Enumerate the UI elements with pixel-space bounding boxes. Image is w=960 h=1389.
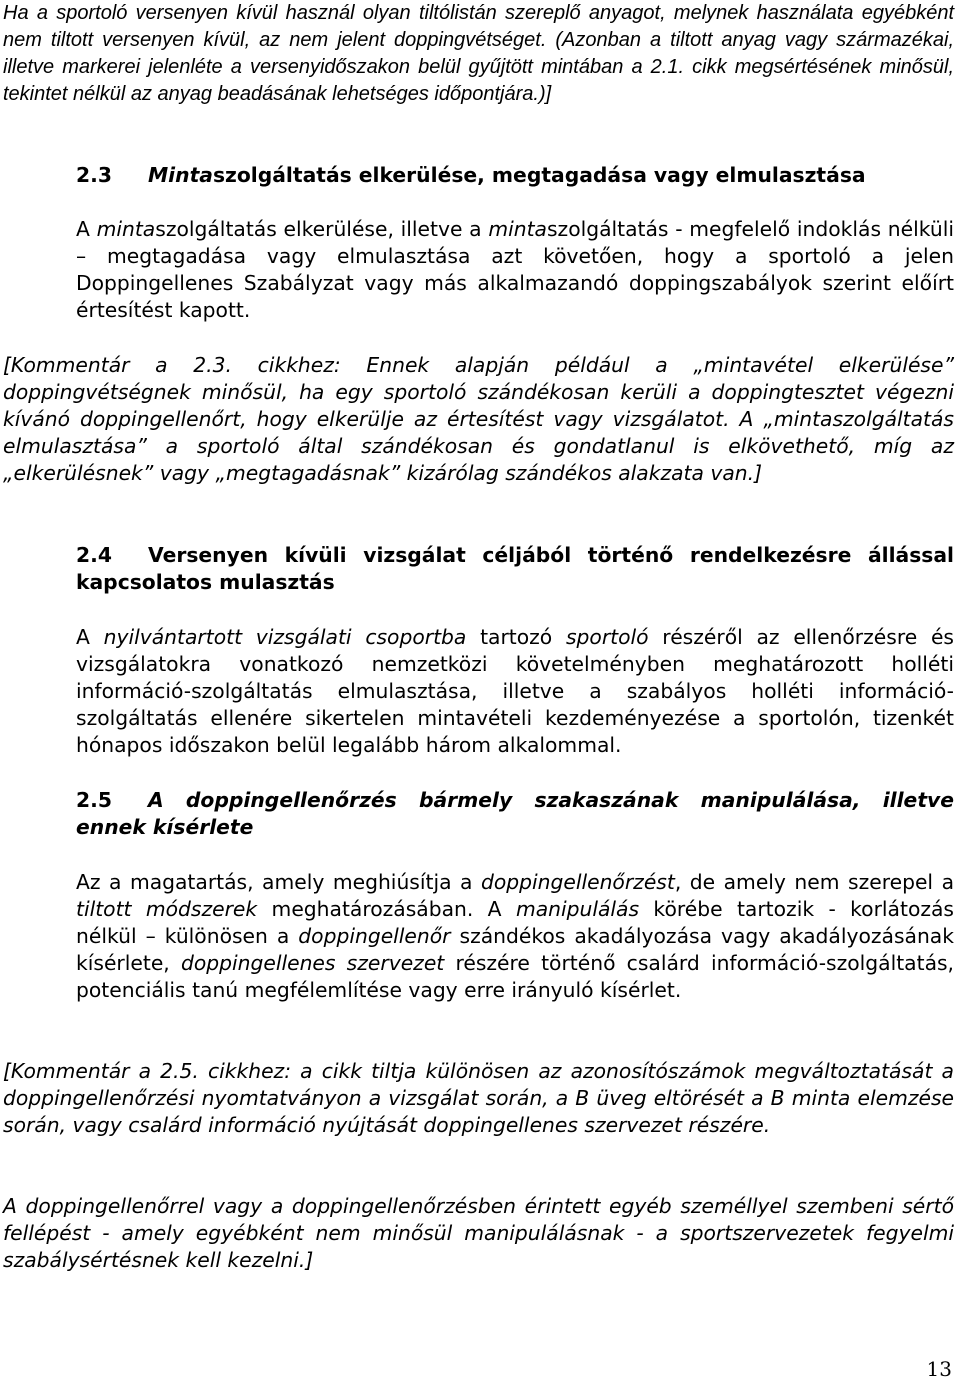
text-run: meghatározásában. A (257, 897, 516, 921)
section-2-5-paragraph (76, 869, 954, 1004)
section-number: 2.5 (76, 788, 112, 812)
page-number: 13 (926, 1357, 952, 1381)
section-2-3-commentary: [Kommentár a 2.3. cikkhez: Ennek alapján például a „mintavétel elkerülése” doppingvétségnek minősül, ha egy sportoló szándékosan kerüli a doppingtesztet végezni kívánó doppingellenőrt, hogy elkerülje az értesítést vagy vizsgálatot. A „mintaszolgáltatás elmulasztása” a sportoló által szándékosan és gondatlanul is elkövethető, míg az „elkerülésnek” vagy „megtagadásnak” kizárólag szándékos alakzata van.] (3, 353, 954, 485)
italic-term: minta (488, 217, 547, 241)
italic-term: sportoló (565, 625, 649, 649)
italic-term: doppingellenőrzést (480, 870, 675, 894)
text-run: szándékos akadályozása vagy akadályozásának kísérlete, (76, 924, 954, 975)
text-run: , de amely nem szerepel a (674, 870, 954, 894)
text-run: A (76, 625, 104, 649)
text-run: A (76, 217, 97, 241)
section-2-5-heading (76, 787, 954, 841)
section-2-4-heading (76, 542, 954, 596)
section-2-4-paragraph (76, 624, 954, 759)
italic-term: minta (96, 217, 156, 241)
italic-term: nyilvántartott vizsgálati csoportba (103, 625, 467, 649)
italic-term: doppingellenes szervezet (180, 951, 445, 975)
section-2-5-commentary-continued: A doppingellenőrrel vagy a doppingellenőrzésben érintett egyéb személlyel szembeni sértő fellépést - amely egyébként nem minősül manipulálásnak - a sportszervezetek fegyelmi szabálysértésnek kell kezelni.] (3, 1194, 954, 1272)
heading-italic-part: Minta (148, 163, 213, 187)
section-2-3-paragraph (76, 216, 954, 324)
text-run: szolgáltatás - megfelelő indoklás nélküli – megtagadása vagy elmulasztása azt követően, hogy a sportoló a jelen Doppingellenes Szabályzat vagy más alkalmazandó doppingszabályok szerint előírt értesítést kapott. (76, 217, 954, 322)
heading-text: szolgáltatás elkerülése, megtagadása vagy elmulasztása (212, 163, 866, 187)
text-run: részére történő csalárd információ-szolgáltatás, potenciális tanú megfélemlítése vagy erre irányuló kísérlet. (76, 951, 955, 1002)
section-number: 2.3 (76, 163, 112, 187)
text-run: részéről az ellenőrzésre és vizsgálatokra vonatkozó nemzetközi követelményben meghatározott holléti információ-szolgáltatás elmulasztása, illetve a szabályos holléti információ-szolgáltatás ellenére sikertelen mintavételi kezdeményezése a sportolón, tizenkét hónapos időszakon belül legalább három alkalommal. (76, 625, 955, 757)
text-run: körébe tartozik - korlátozás nélkül – különösen a (76, 897, 954, 948)
section-number: 2.4 (76, 543, 112, 567)
italic-term: tiltott módszerek (76, 897, 258, 921)
section-2-3-heading (76, 162, 954, 189)
heading-text: Versenyen kívüli vizsgálat céljából történő rendelkezésre állással kapcsolatos mulasztás (76, 543, 954, 594)
italic-term: doppingellenőr (298, 924, 451, 948)
text-run: Az a magatartás, amely meghiúsítja a (76, 870, 481, 894)
top-comment-note: Ha a sportoló versenyen kívül használ olyan tiltólistán szereplő anyagot, melynek használata egyébként nem tiltott versenyen kívül, az nem jelent doppingvétséget. (Azonban a tiltott anyag vagy származékai, illetve markerei jelenléte a versenyidőszakon belül gyűjtött mintában a 2.1. cikk megsértésének minősül, tekintet nélkül az anyag beadásának lehetséges időpontjára.)] (3, 2, 954, 105)
section-2-5-commentary: [Kommentár a 2.5. cikkhez: a cikk tiltja különösen az azonosítószámok megváltoztatását a doppingellenőrzési nyomtatványon a vizsgálat során, a B üveg eltörését a B minta elemzése során, vagy csalárd információ nyújtását doppingellenes szervezet részére. (3, 1059, 954, 1137)
text-run: szolgáltatás elkerülése, illetve a (155, 217, 489, 241)
italic-term: manipulálás (515, 897, 640, 921)
heading-text: A doppingellenőrzés bármely szakaszának manipulálása, illetve ennek kísérlete (76, 788, 954, 839)
text-run: tartozó (466, 625, 566, 649)
